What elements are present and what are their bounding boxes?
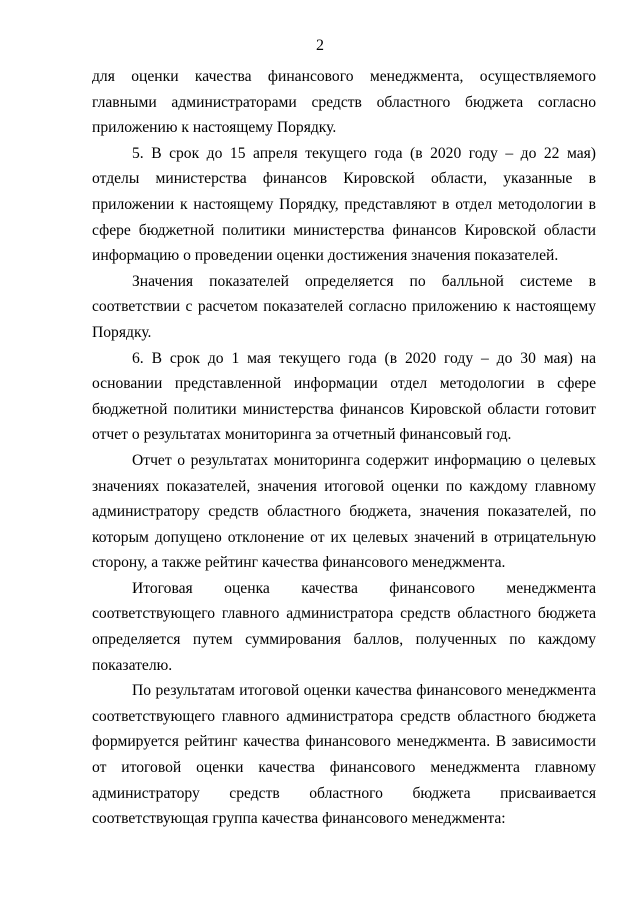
document-body	[92, 64, 596, 832]
paragraph-continuation: для оценки качества финансового менеджмента, осуществляемого главными администраторами средств областного бюджета согласно приложению к настоящему Порядку.	[92, 68, 596, 137]
paragraph-item-5: 5. В срок до 15 апреля текущего года (в 2020 году – до 22 мая) отделы министерства финансов Кировской области, указанные в приложении к настоящему Порядку, представляют в отдел методологии в сфере бюджетной политики министерства финансов Кировской области информацию о проведении оценки достижения значения показателей.	[92, 144, 596, 265]
paragraph-final-assessment: Итоговая оценка качества финансового менеджмента соответствующего главного администратора средств областного бюджета определяется путем суммирования баллов, полученных по каждому показателю.	[92, 579, 596, 674]
paragraph-rating: По результатам итоговой оценки качества финансового менеджмента соответствующего главного администратора средств областного бюджета формируется рейтинг качества финансового менеджмента. В зависимости от итоговой оценки качества финансового менеджмента главному администратору средств областного бюджета присваивается соответствующая группа качества финансового менеджмента:	[92, 682, 596, 828]
paragraph-indicator-values: Значения показателей определяется по балльной системе в соответствии с расчетом показателей согласно приложению к настоящему Порядку.	[92, 272, 596, 341]
paragraph-report-contents: Отчет о результатах мониторинга содержит информацию о целевых значениях показателей, значения итоговой оценки по каждому главному администратору средств областного бюджета, значения показателей, по которым допущено отклонение от их целевых значений в отрицательную сторону, а также рейтинг качества финансового менеджмента.	[92, 451, 596, 572]
page-number: 2	[316, 37, 324, 54]
paragraph-item-6: 6. В срок до 1 мая текущего года (в 2020 году – до 30 мая) на основании представленной информации отдел методологии в сфере бюджетной политики министерства финансов Кировской области готовит отчет о результатах мониторинга за отчетный финансовый год.	[92, 349, 596, 444]
